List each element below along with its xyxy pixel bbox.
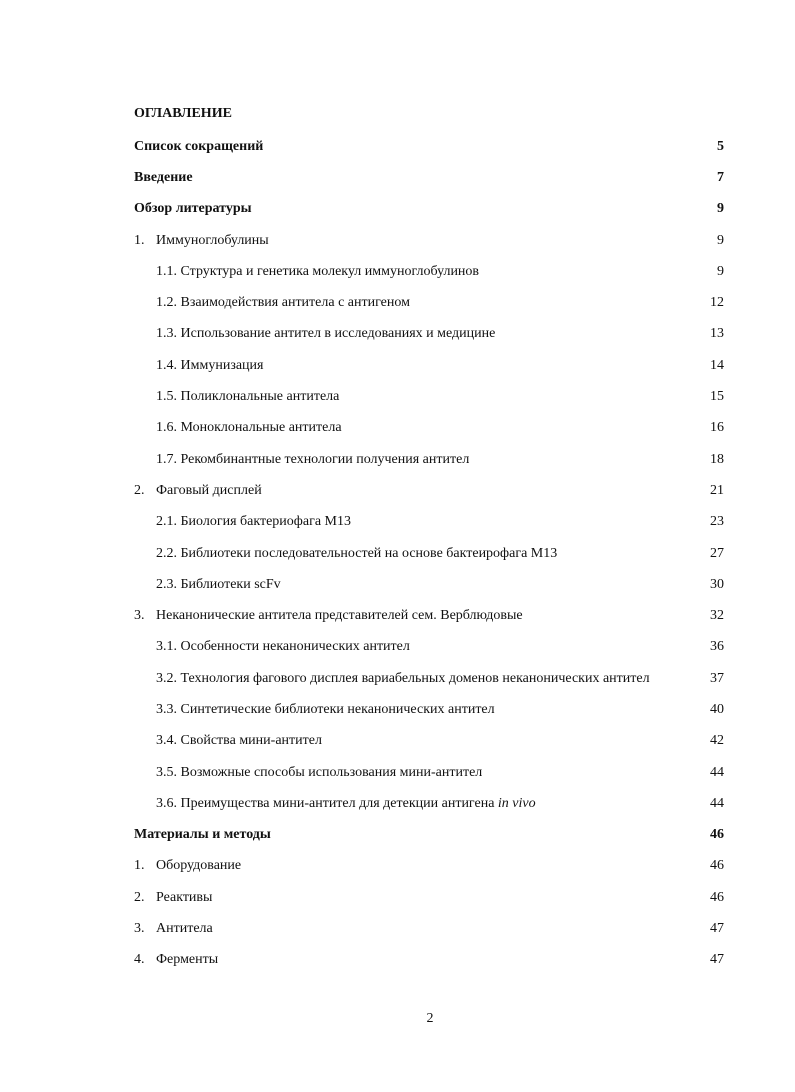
toc-entry-title [156, 702, 724, 718]
toc-entry-title-text: Обзор литературы [134, 201, 252, 217]
toc-entry[interactable] [134, 882, 724, 913]
toc-entry-title-text: 1.4. Иммунизация [156, 357, 264, 373]
toc-entry-number: 1. [134, 232, 145, 248]
toc-entry[interactable] [134, 350, 724, 381]
toc-entry-title [134, 139, 724, 155]
toc-entry-title-text: 3.5. Возможные способы использования мини-антител [156, 764, 483, 780]
toc-entry[interactable] [134, 913, 724, 944]
toc-entry-page: 21 [710, 482, 724, 498]
toc-entry-page: 46 [710, 827, 724, 843]
toc-entry-title [156, 483, 724, 499]
toc-entry-title-text: Список сокращений [134, 138, 264, 154]
toc-entry[interactable] [134, 381, 724, 412]
toc-entry-title [156, 796, 724, 812]
toc-entry-title [156, 389, 724, 405]
toc-entry[interactable] [134, 851, 724, 882]
toc-entry-title [156, 233, 724, 249]
toc-entry-title [156, 639, 724, 655]
toc-entry-page: 47 [710, 921, 724, 937]
toc-heading: ОГЛАВЛЕНИЕ [134, 106, 232, 121]
toc-entry-title [156, 921, 724, 937]
toc-entry-page: 44 [710, 764, 724, 780]
toc-entry[interactable] [134, 945, 724, 976]
toc-entry[interactable] [134, 162, 724, 193]
toc-entry-title-text: 3.1. Особенности неканонических антител [156, 639, 410, 655]
toc-entry[interactable] [134, 256, 724, 287]
toc-entry-page: 27 [710, 545, 724, 561]
toc-entry-title-text: 1.7. Рекомбинантные технологии получения антител [156, 451, 470, 467]
toc-entry[interactable] [134, 287, 724, 318]
toc-entry-page: 46 [710, 858, 724, 874]
toc-entry[interactable] [134, 413, 724, 444]
toc-entry-page: 9 [717, 263, 724, 279]
toc-entry-page: 32 [710, 608, 724, 624]
toc-entry-title [156, 420, 724, 436]
toc-entry-title [156, 952, 724, 968]
toc-entry-title [156, 358, 724, 374]
toc-entry-title-text: Оборудование [156, 858, 242, 874]
toc-entry-title-text: 3.6. Преимущества мини-антител для детекции антигена [156, 795, 498, 811]
toc-entry-page: 13 [710, 326, 724, 342]
toc-entry-page: 44 [710, 795, 724, 811]
toc-entry[interactable] [134, 475, 724, 506]
toc-entry-title-text: 1.2. Взаимодействия антитела с антигеном [156, 295, 410, 311]
toc-entry-title [156, 452, 724, 468]
toc-entry[interactable] [134, 225, 724, 256]
toc-entry-title [156, 264, 724, 280]
toc-entry-title [156, 546, 724, 562]
toc-entry-page: 46 [710, 889, 724, 905]
toc-entry-title-text: Реактивы [156, 889, 213, 905]
toc-entry[interactable] [134, 507, 724, 538]
toc-entry-title-text: Фаговый дисплей [156, 482, 262, 498]
toc-entry[interactable] [134, 663, 724, 694]
toc-entry-title [134, 201, 724, 217]
toc-entry[interactable] [134, 194, 724, 225]
toc-entry-number: 3. [134, 921, 145, 937]
toc-entry[interactable] [134, 569, 724, 600]
toc-entry-title [156, 514, 724, 530]
toc-entry-title-text: Иммуноглобулины [156, 232, 269, 248]
toc-entry-number: 1. [134, 858, 145, 874]
toc-entry-page: 36 [710, 639, 724, 655]
toc-entry-title-text: 3.3. Синтетические библиотеки неканонических антител [156, 701, 495, 717]
toc-entry-page: 18 [710, 451, 724, 467]
toc-entry-title [156, 890, 724, 906]
toc-entry-title-text: 2.2. Библиотеки последовательностей на основе бактеирофага M13 [156, 545, 558, 561]
toc-entry[interactable] [134, 131, 724, 162]
toc-entry-page: 42 [710, 733, 724, 749]
toc-entry-number: 2. [134, 889, 145, 905]
toc-entry-title-italic: in vivo [497, 795, 536, 811]
toc-entry-number: 4. [134, 952, 145, 968]
toc-entry-page: 7 [717, 169, 724, 185]
toc-entry[interactable] [134, 694, 724, 725]
toc-entry-title [156, 326, 724, 342]
toc-entry-page: 15 [710, 389, 724, 405]
toc-entry[interactable] [134, 788, 724, 819]
toc-entry-title-text: 1.3. Использование антител в исследованиях и медицине [156, 326, 496, 342]
toc-entry-title [134, 827, 724, 843]
toc-entry-page: 23 [710, 514, 724, 530]
toc-entry-title [156, 733, 724, 749]
toc-entry-title-text: 3.2. Технология фагового дисплея вариабельных доменов неканонических антител [156, 670, 650, 686]
toc-entry-title [156, 608, 724, 624]
toc-entry-title-text: 3.4. Свойства мини-антител [156, 733, 322, 749]
toc-entry-title-text: Введение [134, 169, 193, 185]
toc-entry-page: 12 [710, 295, 724, 311]
toc-entry-page: 9 [717, 232, 724, 248]
toc-entry-title [156, 295, 724, 311]
toc-entry[interactable] [134, 726, 724, 757]
toc-entry-title-text: 1.5. Поликлональные антитела [156, 389, 340, 405]
toc-entry[interactable] [134, 632, 724, 663]
toc-entry-title-text: 2.3. Библиотеки scFv [156, 576, 281, 592]
toc-entry[interactable] [134, 319, 724, 350]
toc-entry-number: 3. [134, 608, 145, 624]
toc-entry-title [156, 765, 724, 781]
page-number: 2 [426, 1011, 434, 1026]
toc-entry-title [156, 671, 724, 687]
toc-entry-title [134, 170, 724, 186]
toc-entry[interactable] [134, 444, 724, 475]
toc-entry-page: 37 [710, 670, 724, 686]
table-of-contents [134, 131, 724, 976]
toc-entry[interactable] [134, 538, 724, 569]
toc-entry-title-text: 1.1. Структура и генетика молекул иммуноглобулинов [156, 263, 480, 279]
toc-entry-page: 47 [710, 952, 724, 968]
toc-entry-page: 5 [717, 138, 724, 154]
toc-entry-title-text: Материалы и методы [134, 827, 271, 843]
toc-entry[interactable] [134, 600, 724, 631]
toc-entry-page: 16 [710, 420, 724, 436]
toc-entry-number: 2. [134, 482, 145, 498]
toc-entry-title-text: Ферменты [156, 952, 219, 968]
toc-entry-title-text: Неканонические антитела представителей сем. Верблюдовые [156, 608, 523, 624]
toc-entry[interactable] [134, 757, 724, 788]
toc-entry-title-text: 2.1. Биология бактериофага M13 [156, 514, 351, 530]
toc-entry-page: 9 [717, 201, 724, 217]
toc-entry-title [156, 858, 724, 874]
toc-entry-page: 30 [710, 576, 724, 592]
toc-entry-page: 40 [710, 701, 724, 717]
toc-entry-title-text: Антитела [156, 921, 213, 937]
toc-entry-page: 14 [710, 357, 724, 373]
toc-entry[interactable] [134, 820, 724, 851]
toc-entry-title [156, 577, 724, 593]
toc-entry-title-text: 1.6. Моноклональные антитела [156, 420, 342, 436]
